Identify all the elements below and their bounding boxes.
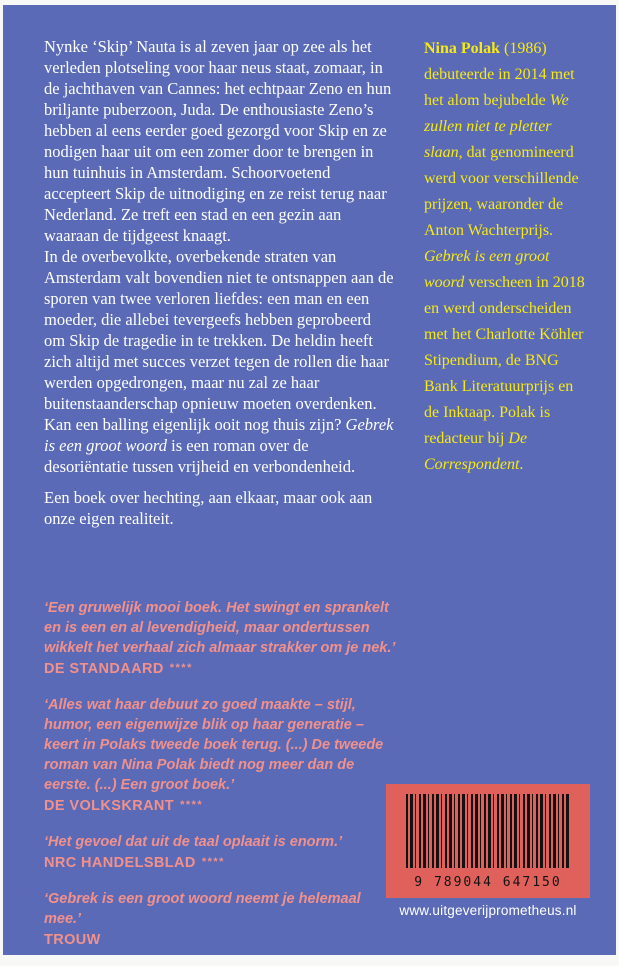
bio-text-2: , dat genomineerd werd voor verschillende prijzen, waaronder de Anton Wachterprijs. (424, 144, 579, 239)
bio-title-1: We zullen niet te pletter slaan (424, 92, 569, 161)
press-quotes (44, 598, 400, 966)
quote-source-name: DE STANDAARD (44, 661, 164, 677)
book-title-inline: Gebrek is een groot woord (44, 415, 394, 455)
synopsis-p2-text: In de overbevolkte, overbekende straten van Amsterdam valt bovendien niet te ontsnappen aan de sporen van twee verloren liefdes: een man en een moeder, die allebei tevergeefs hebben geprobeerd om Skip de tragedie in te trekken. De heldin heeft zich altijd met succes verzet tegen de rollen die haar werden opgedrongen, maar nu zal ze haar buitenstaanderschap opnieuw moeten overdenken. Kan een balling eigenlijk ooit nog thuis zijn? (44, 247, 394, 434)
star-rating: **** (201, 856, 225, 868)
quote-text: ‘Het gevoel dat uit de taal oplaait is enorm.’ (44, 834, 343, 850)
bio-text-4: . (519, 456, 524, 473)
bio-title-3: De Correspondent (424, 430, 528, 473)
press-quote (44, 695, 400, 817)
press-quote (44, 832, 400, 874)
bio-text-1: (1986) debuteerde in 2014 met het alom bejubelde (424, 40, 575, 109)
synopsis-p2-text-after: is een roman over de desoriëntatie tussen vrijheid en verbondenheid. (44, 436, 356, 476)
bio-text-3: verscheen in 2018 en werd onderscheiden met het Charlotte Köhler Stipendium, de BNG Bank Literatuurprijs en de Inktaap. Polak is redacteur bij (424, 274, 585, 447)
quote-source-name: NRC HANDELSBLAD (44, 855, 196, 871)
publisher-url: www.uitgeverijprometheus.nl (399, 903, 577, 918)
quote-source (44, 795, 400, 817)
quote-source (44, 852, 400, 874)
quote-text: ‘Een gruwelijk mooi boek. Het swingt en sprankelt en is een en al levendigheid, maar ondertussen wikkelt het verhaal zich almaar strakker om je nek.’ (44, 600, 396, 656)
barcode-bars (406, 794, 570, 868)
synopsis-paragraph-3: Een boek over hechting, aan elkaar, maar ook aan onze eigen realiteit. (44, 488, 373, 528)
bio-title-2: Gebrek is een groot woord (424, 248, 550, 291)
author-name: Nina Polak (424, 40, 501, 57)
star-rating: **** (169, 662, 193, 674)
quote-source-name: DE VOLKSKRANT (44, 798, 175, 814)
synopsis (44, 36, 396, 529)
synopsis-paragraph-2 (44, 246, 396, 477)
star-rating: **** (180, 799, 204, 811)
quote-text: ‘Gebrek is een groot woord neemt je helemaal mee.’ (44, 891, 361, 927)
quote-source-name: TROUW (44, 932, 101, 948)
synopsis-paragraph-1: Nynke ‘Skip’ Nauta is al zeven jaar op zee als het verleden plotseling voor haar neus staat, zomaar, in de jachthaven van Cannes: het echtpaar Zeno en hun briljante puberzoon, Juda. De enthousiaste Zeno’s hebben al eens eerder goed gezorgd voor Skip en ze nodigen haar uit om een zomer door te brengen in hun tuinhuis in Amsterdam. Schoorvoetend accepteert Skip de uitnodiging en ze reist terug naar Nederland. Ze treft een stad en een gezin aan waaraan de tijdgeest knaagt. (44, 37, 392, 245)
author-bio (424, 36, 588, 478)
press-quote (44, 598, 400, 680)
press-quote (44, 889, 400, 951)
quote-source (44, 658, 400, 680)
quote-text: ‘Alles wat haar debuut zo goed maakte – stijl, humor, een eigenwijze blik op haar generatie – keert in Polaks tweede boek terug. (...) De tweede roman van Nina Polak biedt nog meer dan de eerste. (...) Een groot boek.’ (44, 697, 384, 793)
barcode (386, 784, 590, 898)
barcode-number: 9 789044 647150 (414, 875, 562, 890)
quote-source (44, 929, 400, 951)
